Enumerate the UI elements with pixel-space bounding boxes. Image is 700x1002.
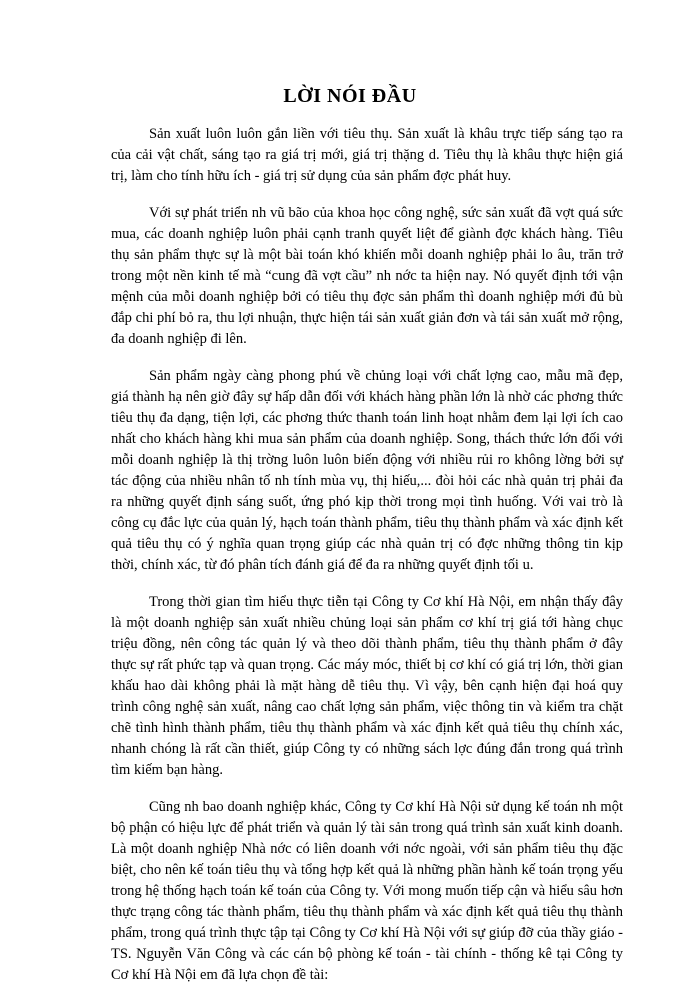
paragraph-5: Cũng nh bao doanh nghiệp khác, Công ty Cơ khí Hà Nội sử dụng kế toán nh một bộ phận có hiệu lực để phát triển và quản lý tài sản trong quá trình sản xuất kinh doanh. Là một doanh nghiệp Nhà nớc có liên doanh với nớc ngoài, với sản phẩm tiêu thụ đặc biệt, cho nên kế toán tiêu thụ và tổng hợp kết quả là những phần hành kế toán trọng yếu trong hệ thống hạch toán kế toán của Công ty. Với mong muốn tiếp cận và hiểu sâu hơn thực trạng công tác thành phẩm, tiêu thụ thành phẩm và xác định kết quả tiêu thụ thành phẩm, trong quá trình thực tập tại Công ty Cơ khí Hà Nội với sự giúp đỡ của thầy giáo - TS. Nguyễn Văn Công và các cán bộ phòng kế toán - tài chính - thống kê tại Công ty Cơ khí Hà Nội em đã lựa chọn đề tài: [111,799,623,983]
paragraph-4: Trong thời gian tìm hiểu thực tiễn tại Công ty Cơ khí Hà Nội, em nhận thấy đây là một doanh nghiệp sản xuất nhiều chủng loại sản phẩm cơ khí trị giá tới hàng chục triệu đồng, nên công tác quản lý và theo dõi thành phẩm, tiêu thụ thành phẩm ở đây thực sự rất phức tạp và quan trọng. Các máy móc, thiết bị cơ khí có giá trị lớn, thời gian khấu hao dài không phải là mặt hàng dễ tiêu thụ. Vì vậy, bên cạnh hiện đại hoá quy trình công nghệ sản xuất, nâng cao chất lợng sản phẩm, việc thông tin và kiểm tra chặt chẽ tình hình thành phẩm, tiêu thụ thành phẩm và xác định kết quả tiêu thụ chính xác, nhanh chóng là rất cần thiết, giúp Công ty có những sách lợc đúng đắn trong quá trình tìm kiếm bạn hàng. [111,594,623,778]
paragraph-1: Sản xuất luôn luôn gắn liền với tiêu thụ. Sản xuất là khâu trực tiếp sáng tạo ra của cải vật chất, sáng tạo ra giá trị mới, giá trị thặng d. Tiêu thụ là khâu thực hiện giá trị, làm cho tính hữu ích - giá trị sử dụng của sản phẩm đợc phát huy. [111,126,623,184]
paragraph-3: Sản phẩm ngày càng phong phú về chủng loại với chất lợng cao, mẫu mã đẹp, giá thành hạ nên giờ đây sự hấp dẫn đối với khách hàng phần lớn là nhờ các phơng thức tiêu thụ đa dạng, tiện lợi, các phơng thức thanh toán linh hoạt nhằm đem lại lợi ích cao nhất cho khách hàng khi mua sản phẩm của doanh nghiệp. Song, thách thức lớn đối với mỗi doanh nghiệp là thị trờng luôn luôn biến động với nhiều rủi ro không lờng bởi sự tác động của nhiều nhân tố nh tính mùa vụ, thị hiếu,... đòi hỏi các nhà quản trị phải đa ra những quyết định sáng suốt, ứng phó kịp thời trong mọi tình huống. Với vai trò là công cụ đắc lực của quản lý, hạch toán thành phẩm, tiêu thụ thành phẩm và xác định kết quả tiêu thụ có ý nghĩa quan trọng giúp các nhà quản trị có đợc những thông tin kịp thời, chính xác, từ đó phân tích đánh giá để đa ra những quyết định tối u. [111,368,623,573]
document-body [111,124,623,1002]
paragraph-2: Với sự phát triển nh vũ bão của khoa học công nghệ, sức sản xuất đã vợt quá sức mua, các doanh nghiệp luôn phải cạnh tranh quyết liệt để giành đợc khách hàng. Tiêu thụ sản phẩm thực sự là một bài toán khó khiến mỗi doanh nghiệp phải lo âu, trăn trở trong một nền kinh tế mà “cung đã vợt cầu” nh nớc ta hiện nay. Nó quyết định tới vận mệnh của mỗi doanh nghiệp bởi có tiêu thụ đợc sản phẩm thì doanh nghiệp mới đủ bù đắp chi phí bỏ ra, thu lợi nhuận, thực hiện tái sản xuất giản đơn và tái sản xuất mở rộng, đa doanh nghiệp đi lên. [111,205,623,347]
page-title: LỜI NÓI ĐẦU [283,85,417,107]
